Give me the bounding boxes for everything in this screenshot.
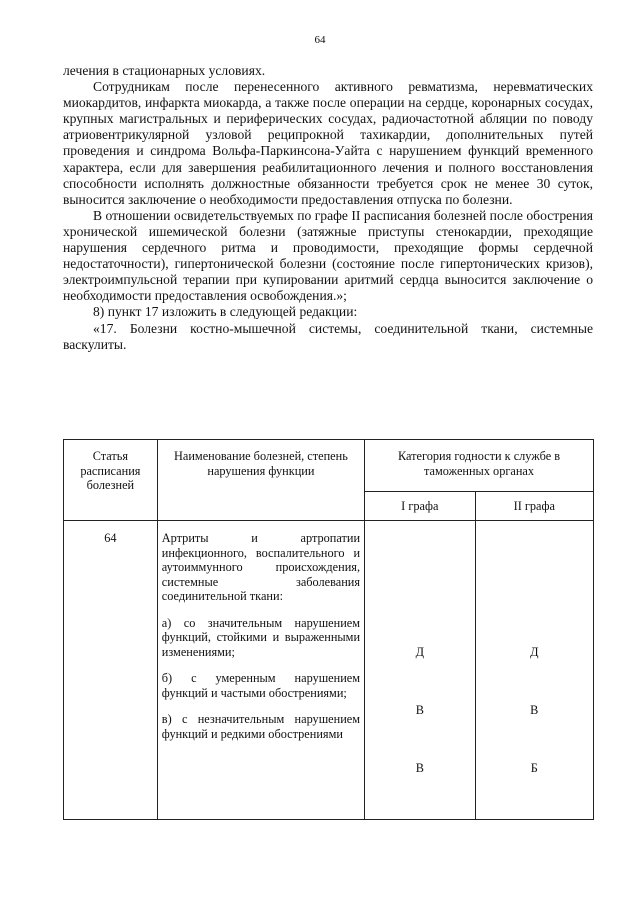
grade-b-col1: В <box>415 703 424 717</box>
header-article: Статья расписания болезней <box>64 440 158 521</box>
header-column-2: II графа <box>475 492 593 521</box>
header-category: Категория годности к службе в таможенных органах <box>365 440 594 492</box>
grade-c-col1: В <box>415 761 424 775</box>
condition-a: а) со значительным нарушением функций, стойкими и выраженными изменениями; <box>161 615 361 659</box>
table-row <box>64 521 594 820</box>
paragraph: 8) пункт 17 изложить в следующей редакции: <box>93 304 358 320</box>
condition-c: в) с незначительным нарушением функций и редкими обострениями <box>161 712 361 741</box>
disease-schedule-table <box>63 439 594 820</box>
paragraph: Сотрудникам после перенесенного активного ревматизма, неревматических миокардитов, инфаркта миокарда, а также после операции на сердце, коронарных сосудах, крупных магистральных и периферических сосудах, радиочастотной абляции по поводу атриовентрикулярной узловой реципрокной тахикардии, дополнительных путей проведения и синдрома Вольфа-Паркинсона-Уайта с нарушением функций временного характера, если для завершения реабилитационного лечения и полного восстановления способности исполнять должностные обязанности требуется срок не менее 30 суток, выносится заключение о необходимости предоставления отпуска по болезни. <box>63 79 593 207</box>
page-number: 64 <box>314 34 326 46</box>
header-disease: Наименование болезней, степень нарушения функции <box>157 440 364 521</box>
grade-a-col1: Д <box>415 645 424 659</box>
grade-a-col2: Д <box>530 645 539 659</box>
header-column-1: I графа <box>365 492 475 521</box>
column-2-grades <box>475 521 593 820</box>
body-text <box>63 63 593 353</box>
disease-description <box>157 521 364 820</box>
table-header-row <box>64 440 594 492</box>
disease-title: Артриты и артропатии инфекционного, воспалительного и аутоиммунного происхождения, системные заболевания соединительной ткани: <box>161 531 361 603</box>
article-number: 64 <box>64 521 158 820</box>
grade-b-col2: В <box>530 703 539 717</box>
column-1-grades <box>365 521 475 820</box>
paragraph: лечения в стационарных условиях. <box>63 63 266 78</box>
paragraph: «17. Болезни костно-мышечной системы, соединительной ткани, системные васкулиты. <box>63 320 593 352</box>
paragraph: В отношении освидетельствуемых по графе II расписания болезней после обострения хронической ишемической болезни (затяжные приступы стенокардии, преходящие нарушения сердечного ритма и проводимости, преходящие формы сердечной недостаточности), гипертонической болезни (состояние после гипертонических кризов), электроимпульсной терапии при купировании аритмий сердца выносится заключение о необходимости предоставления освобождения.»; <box>63 207 593 304</box>
grade-c-col2: Б <box>530 761 538 775</box>
condition-b: б) с умеренным нарушением функций и частыми обострениями; <box>161 671 361 700</box>
